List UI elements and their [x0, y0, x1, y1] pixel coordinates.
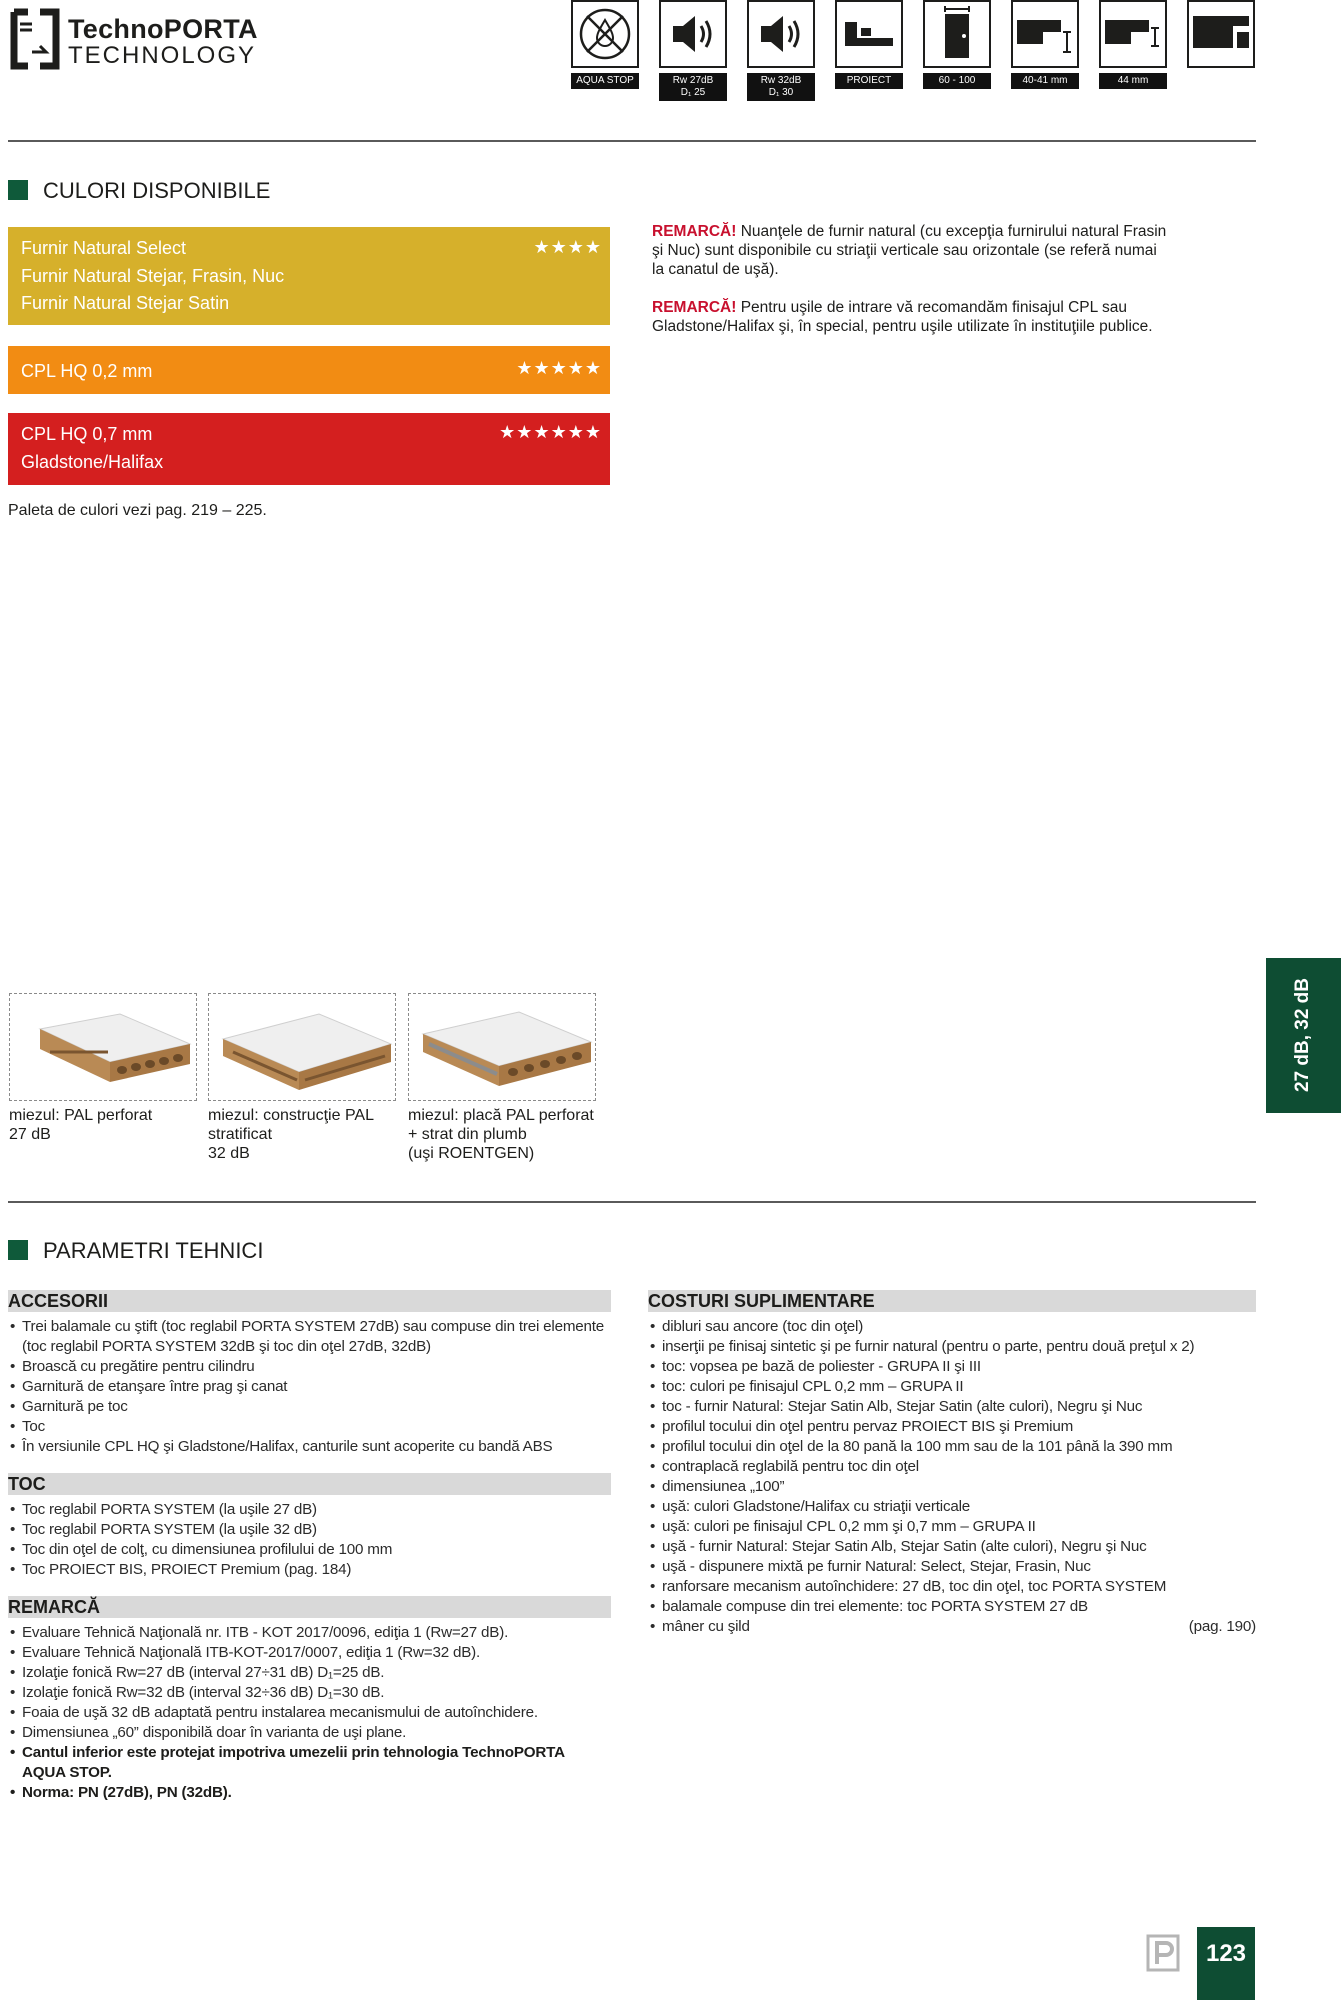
band-line: CPL HQ 0,2 mm: [21, 361, 153, 381]
threshold-profile-icon: [1189, 2, 1253, 66]
remarca-heading: [8, 1596, 611, 1618]
spec-width: [923, 0, 991, 89]
list-item: • Garnitură pe toc: [8, 1397, 611, 1417]
remark-entrance-doors: [652, 298, 1172, 336]
band-line: Furnir Natural Stejar Satin: [21, 293, 230, 313]
section-title: CULORI DISPONIBILE: [43, 178, 271, 203]
heading-text: REMARCĂ: [8, 1597, 100, 1617]
list-item: • uşă: culori Gladstone/Halifax cu striaţii verticale: [648, 1497, 1256, 1517]
list-item: • Toc din oţel de colţ, cu dimensiunea profilului de 100 mm: [8, 1540, 611, 1560]
list-item: • Toc: [8, 1417, 611, 1437]
spec-label: 40-41 mm: [1011, 73, 1079, 89]
core-lead-layer: [408, 993, 596, 1163]
list-item: • Evaluare Tehnică Naţională nr. ITB - KOT 2017/0096, ediţia 1 (Rw=27 dB).: [8, 1623, 611, 1643]
side-tab-db: [1266, 958, 1341, 1113]
sound-insulation-icon: [749, 2, 813, 66]
side-tab-label: 27 dB, 32 dB: [1292, 977, 1313, 1093]
color-band-cpl-07: [8, 413, 610, 485]
core-cross-section-image: [9, 993, 197, 1101]
section-marker-icon: [8, 1240, 28, 1260]
list-item-bold: • Norma: PN (27dB), PN (32dB).: [8, 1783, 611, 1803]
logo-wordmark: TechnoPORTA: [68, 14, 258, 44]
list-item: • balamale compuse din trei elemente: toc PORTA SYSTEM 27 dB: [648, 1597, 1256, 1617]
list-item-last: [648, 1617, 1256, 1637]
technoporta-logo: [6, 8, 268, 72]
costuri-heading: [648, 1290, 1256, 1312]
frame-depth-icon: [1013, 2, 1077, 66]
list-item: • Izolaţie fonică Rw=27 dB (interval 27÷31 dB) D₁=25 dB.: [8, 1663, 611, 1683]
list-item: • uşă - furnir Natural: Stejar Satin Alb, Stejar Satin (alte culori), Negru şi Nuc: [648, 1537, 1256, 1557]
list-item: • Dimensiunea „60” disponibilă doar în varianta de uşi plane.: [8, 1723, 611, 1743]
spec-threshold: [1187, 0, 1255, 68]
page-number: 123: [1197, 1927, 1255, 2000]
list-item: • dimensiunea „100”: [648, 1477, 1256, 1497]
list-item: • Toc reglabil PORTA SYSTEM (la uşile 32 dB): [8, 1520, 611, 1540]
params-divider: [8, 1201, 1256, 1203]
remark-veneer: [652, 222, 1172, 279]
list-item: • toc: culori pe finisajul CPL 0,2 mm – GRUPA II: [648, 1377, 1256, 1397]
toc-heading: [8, 1473, 611, 1495]
heading-text: ACCESORII: [8, 1291, 109, 1311]
spec-label: AQUA STOP: [571, 73, 639, 89]
spec-label: 60 - 100: [923, 73, 991, 89]
porta-p-icon: [1146, 1934, 1180, 1972]
section-marker-icon: [8, 180, 28, 200]
toc-list: [8, 1500, 611, 1580]
list-item: • Toc reglabil PORTA SYSTEM (la uşile 27 dB): [8, 1500, 611, 1520]
list-item: • În versiunile CPL HQ şi Gladstone/Halifax, canturile sunt acoperite cu bandă ABS: [8, 1437, 611, 1457]
remarca-list: [8, 1623, 611, 1803]
list-item: • profilul tocului din oţel de la 80 pană la 100 mm sau de la 101 până la 390 mm: [648, 1437, 1256, 1457]
list-item: • contraplacă reglabilă pentru toc din oţel: [648, 1457, 1256, 1477]
list-item: • uşă - dispunere mixtă pe furnir Natural: Select, Stejar, Frasin, Nuc: [648, 1557, 1256, 1577]
page-reference: (pag. 190): [1188, 1618, 1256, 1635]
color-band-cpl-02: [8, 346, 610, 394]
remark-text: Pentru uşile de intrare vă recomandăm finisajul CPL sau Gladstone/Halifax şi, în special, pentru uşile utilizate în instituţiile publice.: [652, 299, 1153, 335]
remark-label: REMARCĂ!: [652, 223, 737, 240]
list-item: • Foaia de uşă 32 dB adaptată pentru instalarea mecanismului de autoînchidere.: [8, 1703, 611, 1723]
list-item-bold: • Cantul inferior este protejat impotriva umezelii prin tehnologia TechnoPORTA AQUA STOP.: [8, 1743, 611, 1783]
list-item: • Garnitură de etanşare între prag şi canat: [8, 1377, 611, 1397]
door-width-icon: [925, 2, 989, 66]
list-item: • uşă: culori pe finisajul CPL 0,2 mm şi 0,7 mm – GRUPA II: [648, 1517, 1256, 1537]
logo-subtitle: TECHNOLOGY: [68, 42, 257, 69]
spec-proiect: [835, 0, 903, 89]
spec-label: Rw 32dB D₁ 30: [747, 73, 815, 101]
band-line: Furnir Natural Stejar, Frasin, Nuc: [21, 266, 285, 286]
params-left-column: [8, 1290, 611, 1803]
list-item: • toc - furnir Natural: Stejar Satin Alb, Stejar Satin (alte culori), Negru şi Nuc: [648, 1397, 1256, 1417]
spec-leaf-thickness: [1099, 0, 1167, 89]
list-item: • ranforsare mecanism autoînchidere: 27 dB, toc din oţel, toc PORTA SYSTEM: [648, 1577, 1256, 1597]
list-item: • Evaluare Tehnică Naţională ITB-KOT-2017/0007, ediţia 1 (Rw=32 dB).: [8, 1643, 611, 1663]
list-item-text: mâner cu şild: [662, 1618, 750, 1635]
aqua-stop-icon: [573, 2, 637, 66]
band-line: CPL HQ 0,7 mm: [21, 424, 153, 444]
rating-stars: ★★★★★: [516, 358, 602, 378]
band-line: Gladstone/Halifax: [21, 452, 164, 472]
core-perforated-chipboard: [9, 993, 197, 1144]
accesorii-list: [8, 1317, 611, 1457]
leaf-thickness-icon: [1101, 2, 1165, 66]
list-item: • Trei balamale cu ştift (toc reglabil PORTA SYSTEM 27dB) sau compuse din trei elemente (toc reglabil PORTA SYSTEM 32dB şi toc din oţel 27dB, 32dB): [8, 1317, 611, 1357]
core-cross-section-image: [208, 993, 396, 1101]
spec-frame-depth: [1011, 0, 1079, 89]
costuri-list: [648, 1317, 1256, 1637]
list-item: • profilul tocului din oţel pentru pervaz PROIECT BIS şi Premium: [648, 1417, 1256, 1437]
frame-profile-icon: [837, 2, 901, 66]
spec-label: 44 mm: [1099, 73, 1167, 89]
heading-text: COSTURI SUPLIMENTARE: [648, 1291, 875, 1311]
core-caption: miezul: construcţie PAL stratificat 32 dB: [208, 1107, 374, 1162]
spec-rw-27: [659, 0, 727, 101]
accesorii-heading: [8, 1290, 611, 1312]
spec-rw-32: [747, 0, 815, 101]
rating-stars: ★★★★: [533, 237, 602, 257]
spec-icon-row: [571, 0, 1271, 110]
core-caption: miezul: PAL perforat 27 dB: [9, 1107, 153, 1143]
logo-bracket-icon: [6, 8, 62, 70]
params-right-column: [648, 1290, 1256, 1637]
palette-reference: Paleta de culori vezi pag. 219 – 225.: [8, 502, 267, 519]
spec-label: PROIECT: [835, 73, 903, 89]
band-line: Furnir Natural Select: [21, 238, 187, 258]
sound-insulation-icon: [661, 2, 725, 66]
header-divider: [8, 140, 1256, 142]
spec-aqua-stop: [571, 0, 639, 89]
list-item: • Broască cu pregătire pentru cilindru: [8, 1357, 611, 1377]
remark-label: REMARCĂ!: [652, 299, 737, 316]
spec-label: Rw 27dB D₁ 25: [659, 73, 727, 101]
list-item: • Izolaţie fonică Rw=32 dB (interval 32÷36 dB) D₁=30 dB.: [8, 1683, 611, 1703]
core-cross-section-image: [408, 993, 596, 1101]
core-layered-chipboard: [208, 993, 396, 1163]
heading-text: TOC: [8, 1474, 46, 1494]
list-item: • Toc PROIECT BIS, PROIECT Premium (pag. 184): [8, 1560, 611, 1580]
section-title: PARAMETRI TEHNICI: [43, 1238, 264, 1263]
list-item: • toc: vopsea pe bază de poliester - GRUPA II şi III: [648, 1357, 1256, 1377]
list-item: • inserţii pe finisaj sintetic şi pe furnir natural (pentru o parte, pentru două preţul x 2): [648, 1337, 1256, 1357]
color-band-natural-veneer: [8, 227, 610, 325]
list-item: • dibluri sau ancore (toc din oţel): [648, 1317, 1256, 1337]
core-caption: miezul: placă PAL perforat + strat din plumb (uşi ROENTGEN): [408, 1107, 594, 1162]
remark-text: Nuanţele de furnir natural (cu excepţia furnirului natural Frasin şi Nuc) sunt disponibile cu striaţii verticale sau orizontale (se referă numai la canatul de uşă).: [652, 223, 1167, 278]
rating-stars: ★★★★★★: [499, 422, 602, 442]
